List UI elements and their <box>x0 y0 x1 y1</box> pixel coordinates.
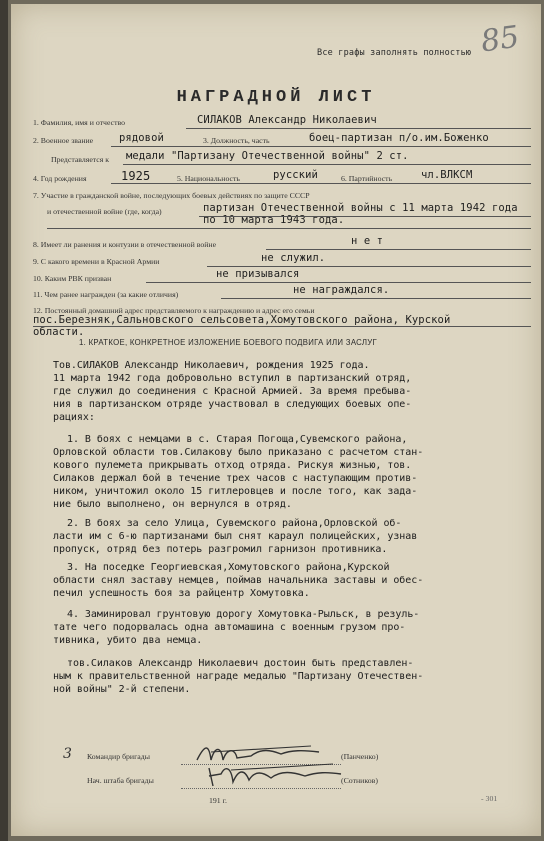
body-line: области снял заставу немцев, поймав начальника заставы и обес- <box>53 575 424 586</box>
field-12-label: 12. Постоянный домашний адрес представляемого к награждению и адрес его семьи <box>33 306 315 315</box>
field-10-line <box>146 282 531 283</box>
body-line: ной войны" 2-й степени. <box>53 684 191 695</box>
body-line: тивника, убито два немца. <box>53 635 203 646</box>
handwritten-number: 3 <box>63 746 72 762</box>
field-11-value: не награждался. <box>293 284 390 296</box>
corner-mark: - 301 <box>481 794 498 803</box>
field-8-label: 8. Имеет ли ранения и контузии в отечественной войне <box>33 240 217 249</box>
chief-signature <box>201 758 351 790</box>
field-11-label: 11. Чем ранее награжден (за какие отличия) <box>33 290 179 299</box>
body-line: 1. В боях с немцами в с. Старая Погоща,Сувемского района, <box>67 434 408 445</box>
chief-name: (Сотников) <box>341 776 378 785</box>
field-6-value: чл.ВЛКСМ <box>421 169 473 181</box>
field-5-label: 5. Национальность <box>177 174 240 183</box>
body-line: тате чего подорвалась одна автомашина с военным грузом про- <box>53 622 406 633</box>
presented-value: медали "Партизану Отечественной войны" 2 ст. <box>126 150 409 162</box>
field-2-line <box>111 146 531 147</box>
archive-number: 85 <box>478 19 522 60</box>
body-line: пропуск, отряд без потерь разгромил гарнизон противника. <box>53 544 388 555</box>
body-line: Тов.СИЛАКОВ Александр Николаевич, рождения 1925 года. <box>53 360 370 371</box>
chief-label: Нач. штаба бригады <box>87 776 154 785</box>
year-label: 191 г. <box>209 796 227 805</box>
field-4-line <box>111 183 531 184</box>
field-8-value: н е т <box>351 235 384 247</box>
field-10-value: не призывался <box>216 268 300 280</box>
field-9-label: 9. С какого времени в Красной Армии <box>33 257 160 266</box>
body-line: рациях: <box>53 412 95 423</box>
field-2-label: 2. Военное звание <box>33 136 94 145</box>
field-7-label: 7. Участие в гражданской войне, последующих боевых действиях по защите СССР <box>33 191 310 200</box>
body-line: 11 марта 1942 года добровольно вступил в партизанский отряд, <box>53 373 412 384</box>
body-line: где служил до соединения с Красной Армией. За время пребыва- <box>53 386 412 397</box>
field-9-value: не служил. <box>261 252 326 264</box>
field-1-value: СИЛАКОВ Александр Николаевич <box>197 114 377 126</box>
field-1-label: 1. Фамилия, имя и отчество <box>33 118 126 127</box>
body-line: кового пулемета прикрывать отход отряда. Рискуя жизнью, тов. <box>53 460 412 471</box>
field-7-sub-label: и отечественной войне (где, когда) <box>47 207 162 216</box>
field-7-value: партизан Отечественной войны с 11 марта 1942 года по 10 марта 1943 года. <box>203 202 518 226</box>
commander-name: (Панченко) <box>341 752 379 761</box>
section-title: 1. КРАТКОЕ, КОНКРЕТНОЕ ИЗЛОЖЕНИЕ БОЕВОГО ПОДВИГА ИЛИ ЗАСЛУГ <box>79 338 378 347</box>
field-3-label: 3. Должность, часть <box>203 136 270 145</box>
field-8-line <box>266 249 531 250</box>
body-line: 2. В боях за село Улица, Сувемского района,Орловской об- <box>67 518 402 529</box>
field-6-label: 6. Партийность <box>341 174 393 183</box>
commander-label: Командир бригады <box>87 752 150 761</box>
body-line: ласти им с 6-ю партизанами был снят караул полицейских, узнав <box>53 531 418 542</box>
body-line: 4. Заминировал грунтовую дорогу Хомутовка-Рыльск, в резуль- <box>67 609 420 620</box>
chief-sign-line <box>181 788 341 789</box>
field-4-label: 4. Год рождения <box>33 174 87 183</box>
field-10-label: 10. Каким РВК призван <box>33 274 112 283</box>
field-2-value: рядовой <box>119 132 164 144</box>
body-line: 3. На поседке Георгиевская,Хомутовского района,Курской <box>67 562 390 573</box>
presented-label: Представляется к <box>51 155 110 164</box>
body-line: тов.Силаков Александр Николаевич достоин быть представлен- <box>67 658 414 669</box>
field-3-value: боец-партизан п/о.им.Боженко <box>309 132 489 144</box>
award-sheet <box>11 4 541 836</box>
body-line: ния в партизанском отряде участвовал в следующих боевых опе- <box>53 399 412 410</box>
body-line: ником, уничтожил около 15 гитлеровцев и после того, как зада- <box>53 486 418 497</box>
field-11-line <box>221 298 531 299</box>
left-dark-edge <box>0 0 8 841</box>
fill-all-fields-note: Все графы заполнять полностью <box>317 48 472 58</box>
field-1-line <box>186 128 531 129</box>
presented-line <box>123 164 531 165</box>
field-7-line-a <box>199 216 531 217</box>
body-line: печил успешность боя за райцентр Хомутовка. <box>53 588 310 599</box>
field-12-line-a <box>33 326 531 327</box>
body-line: Силаков держал бой в течение трех часов с наступающим против- <box>53 473 418 484</box>
field-9-line <box>207 266 531 267</box>
field-4-value: 1925 <box>121 169 151 183</box>
field-7-line-b <box>47 228 531 229</box>
body-line: Орловской области тов.Силакову было приказано с расчетом стан- <box>53 447 424 458</box>
field-5-value: русский <box>273 169 318 181</box>
body-line: ным к правительственной награде медалью "Партизану Отечествен- <box>53 671 424 682</box>
field-12-value: пос.Березняк,Сальновского сельсовета,Хомутовского района, Курской области. <box>33 314 451 338</box>
document-title: НАГРАДНОЙ ЛИСТ <box>176 88 376 107</box>
body-line: ние было выполнено, он вернулся в отряд. <box>53 499 292 510</box>
